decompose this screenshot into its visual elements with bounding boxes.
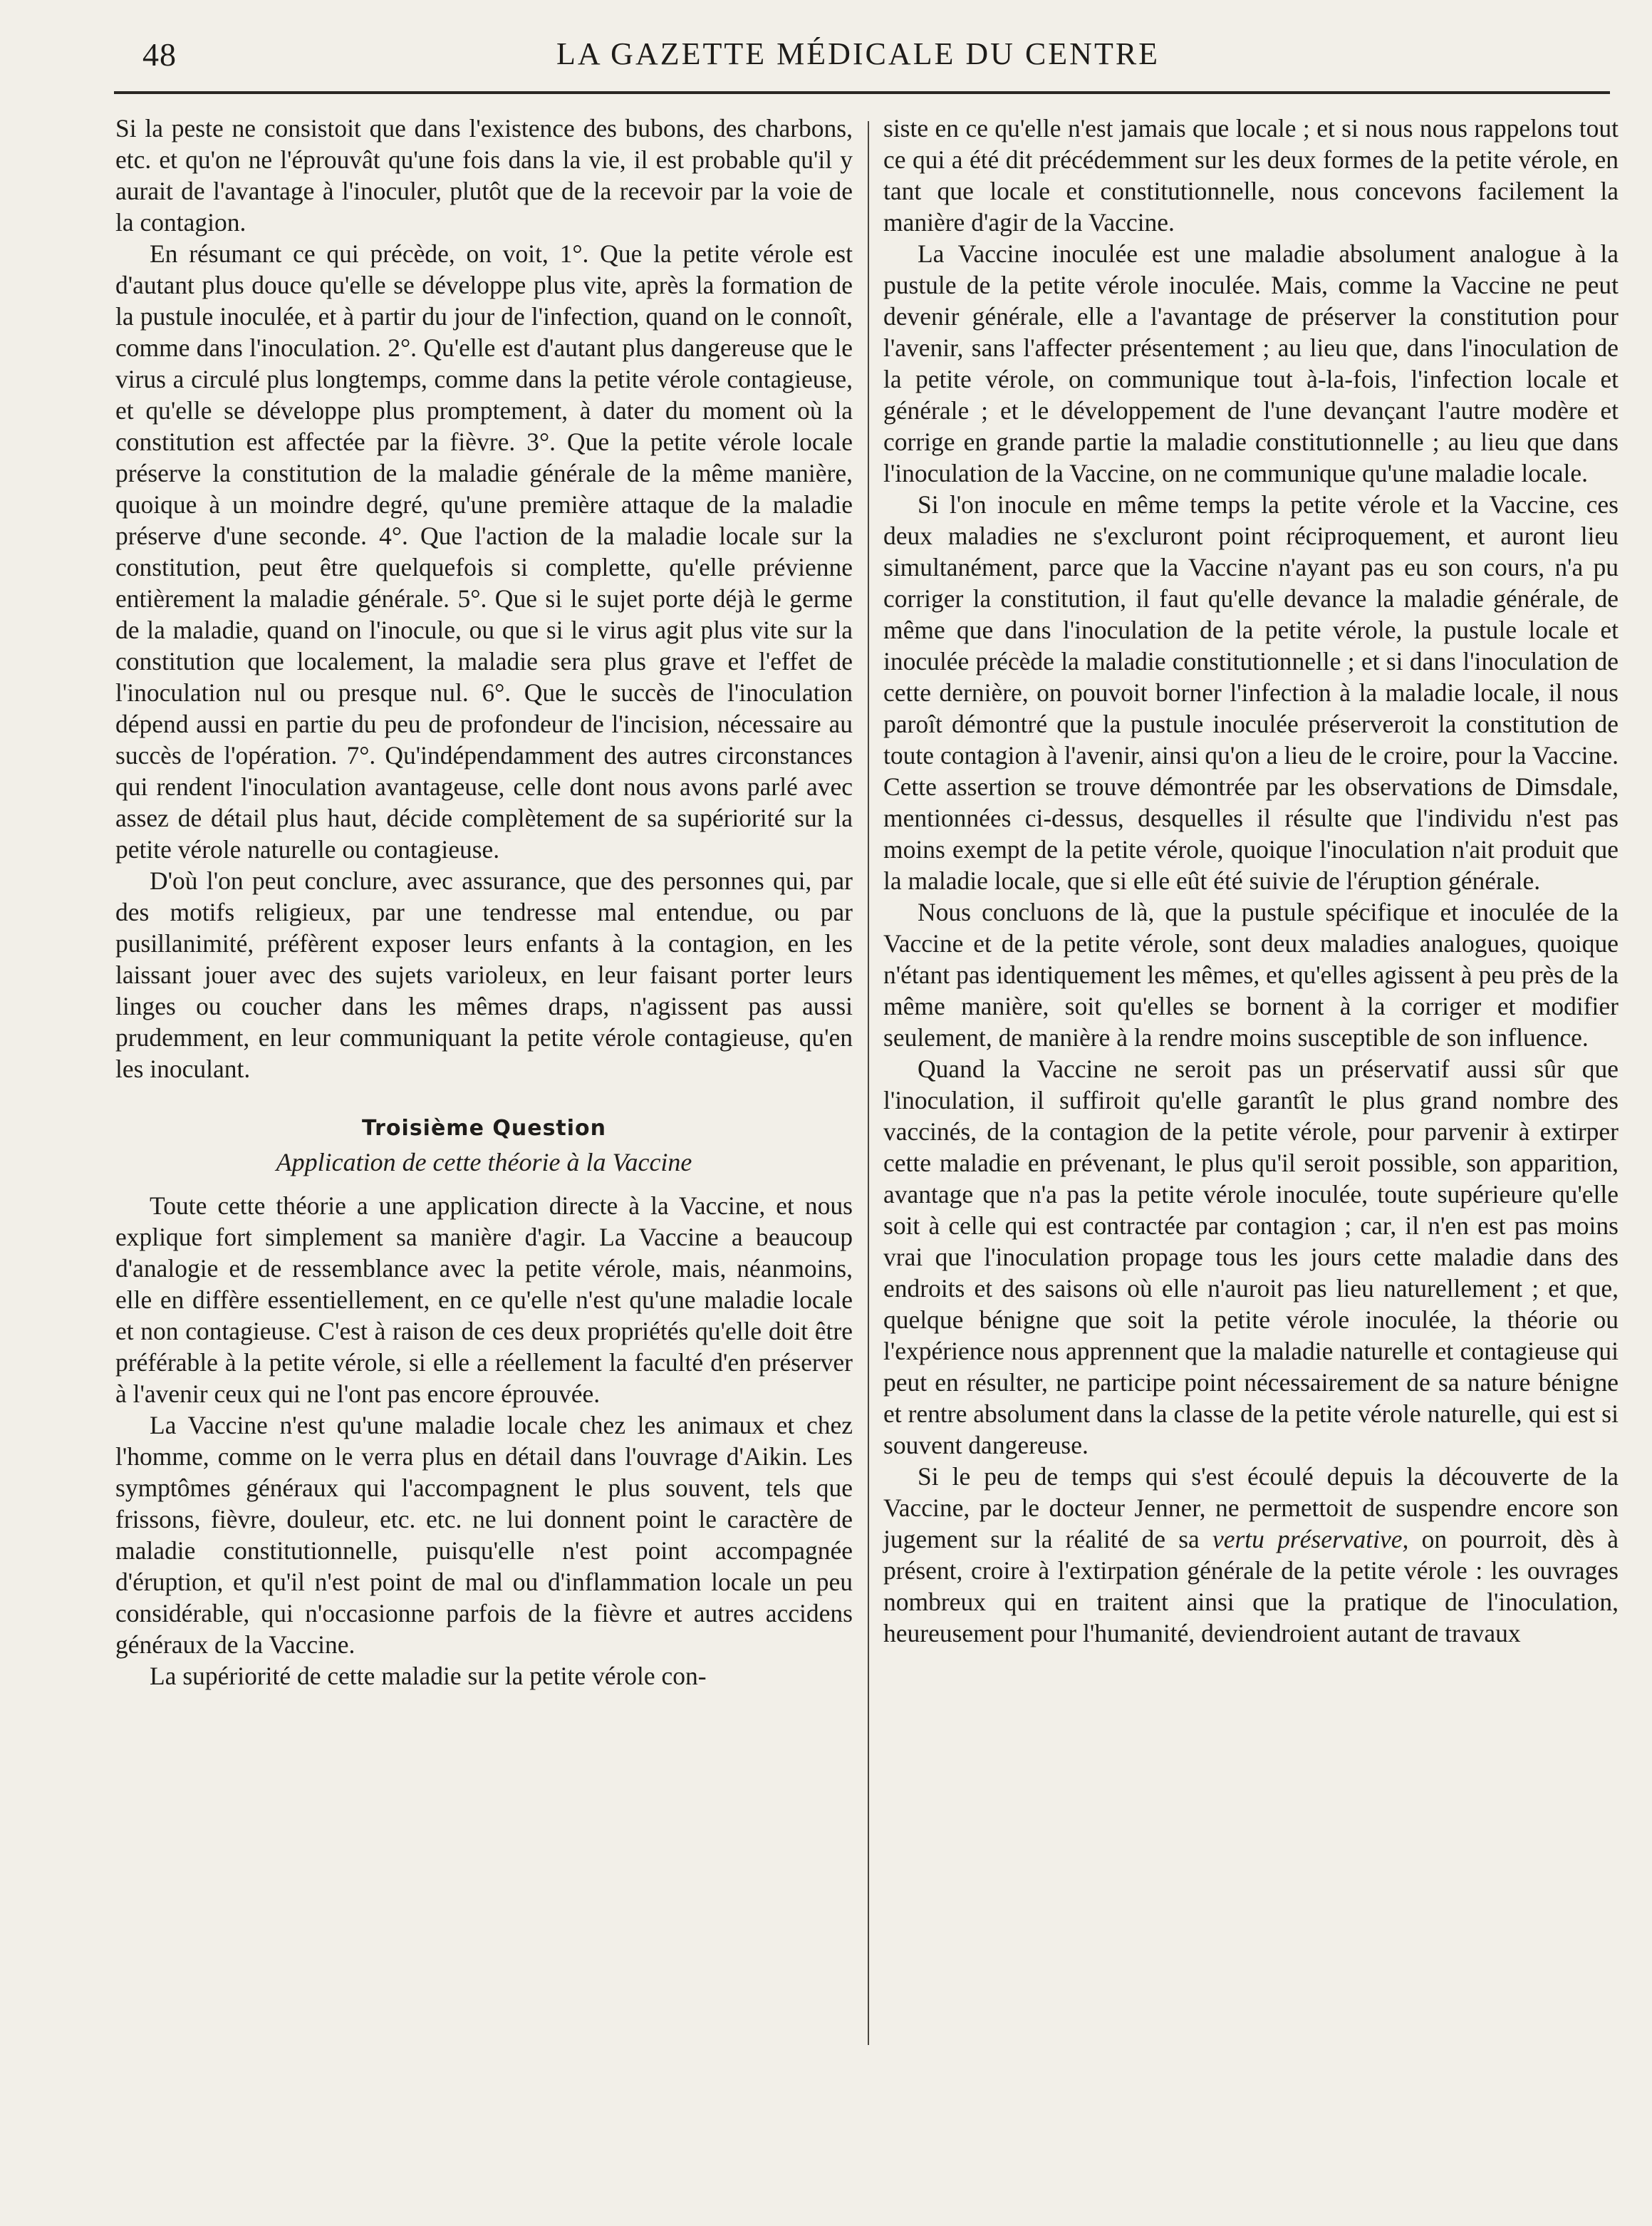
paragraph: Quand la Vaccine ne seroit pas un préservatif aussi sûr que l'inoculation, il suffiroit qu'elle garantît le plus grand nombre des vaccinés, de la contagion de la petite vérole, pour parvenir à extirper cette maladie en prévenant, le plus qu'il seroit possible, son apparition, avantage que n'a pas la petite vérole inoculée, toute supérieure qu'elle soit à celle qui est contractée par contagion ; car, il n'en est pas moins vrai que l'inoculation propage tous les jours cette maladie dans des endroits et des saisons où elle n'auroit pas lieu naturellement ; et que, quelque bénigne que soit la petite vérole inoculée, la théorie ou l'expérience nous apprennent que la maladie naturelle et contagieuse qui peut en résulter, ne participe point nécessairement de sa nature bénigne et rentre absolument dans la classe de la petite vérole naturelle, qui est si souvent dangereuse. <box>883 1055 1619 1459</box>
header-rule <box>114 91 1610 94</box>
paragraph-text: Si le peu de temps qui s'est écoulé depuis la découverte de la Vaccine, par le docteur Jenner, ne permettoit de suspendre encore son jugement sur la réalité de sa <box>883 1462 1619 1553</box>
paragraph: Nous concluons de là, que la pustule spécifique et inoculée de la Vaccine et de la petite vérole, sont deux maladies analogues, quoique n'étant pas identiquement les mêmes, et qu'elles agissent à peu près de la même manière, soit qu'elles se bornent à la corriger et modifier seulement, de manière à la rendre moins susceptible de son influence. <box>883 898 1619 1052</box>
paragraph: Si l'on inocule en même temps la petite vérole et la Vaccine, ces deux maladies ne s'excluront point réciproquement, et auront lieu simultanément, parce que la Vaccine n'ayant pas eu son cours, n'a pu corriger la constitution, il faut qu'elle devance la maladie générale, de même que dans l'inoculation de la petite vérole, la pustule locale et inoculée précède la maladie constitutionnelle ; et si dans l'inoculation de cette dernière, on pouvoit borner l'infection à la maladie locale, il nous paroît démontré que la pustule inoculée préserveroit la constitution de toute contagion à l'avenir, ainsi qu'on a lieu de le croire, pour la Vaccine. Cette assertion se trouve démontrée par les observations de Dimsdale, mentionnées ci-dessus, desquelles il résulte que l'individu n'est pas moins exempt de la petite vérole, quoique l'inoculation n'ait produit que la maladie locale, que si elle eût été suivie de l'éruption générale. <box>883 490 1619 895</box>
paragraph: La supériorité de cette maladie sur la petite vérole con- <box>150 1662 707 1690</box>
running-header <box>114 31 1602 81</box>
paragraph-with-emphasis <box>883 1461 1619 1649</box>
page-number: 48 <box>142 36 177 73</box>
section-subheading: Application de cette théorie à la Vaccine <box>276 1148 692 1176</box>
paragraph: Si la peste ne consistoit que dans l'existence des bubons, des charbons, etc. et qu'on ne l'éprouvât qu'une fois dans la vie, il est probable qu'il y aurait de l'avantage à l'inoculer, plutôt que de la recevoir par la voie de la contagion. <box>115 114 853 237</box>
paragraph: D'où l'on peut conclure, avec assurance, que des personnes qui, par des motifs religieux, par une tendresse mal entendue, ou par pusillanimité, préfèrent exposer leurs enfants à la contagion, en les laissant jouer avec des sujets varioleux, en leur faisant porter leurs linges ou coucher dans les mêmes draps, n'agissent pas aussi prudemment, en leur communiquant la petite vérole contagieuse, qu'en les inoculant. <box>115 866 853 1083</box>
journal-title: LA GAZETTE MÉDICALE DU CENTRE <box>556 36 1160 71</box>
column-divider <box>868 121 869 2045</box>
paragraph: Toute cette théorie a une application directe à la Vaccine, et nous explique fort simplement sa manière d'agir. La Vaccine a beaucoup d'analogie et de ressemblance avec la petite vérole, mais, néanmoins, elle en diffère essentiellement, en ce qu'elle n'est qu'une maladie locale et non contagieuse. C'est à raison de ces deux propriétés qu'elle doit être préférable à la petite vérole, si elle a réellement la faculté d'en préserver à l'avenir ceux qui ne l'ont pas encore éprouvée. <box>115 1191 853 1408</box>
emphasized-term: vertu préservative, <box>1212 1525 1409 1553</box>
section-heading: Troisième Question <box>361 1116 607 1141</box>
paragraph-text: on pourroit, dès à présent, croire à l'extirpation générale de la petite vérole : les ouvrages nombreux qui en traitent ainsi que la pratique de l'inoculation, heureusement pour l'humanité, deviendroient autant de travaux <box>883 1525 1619 1647</box>
paragraph: La Vaccine inoculée est une maladie absolument analogue à la pustule de la petite vérole inoculée. Mais, comme la Vaccine ne peut devenir générale, elle a l'avantage de préserver la constitution pour l'avenir, sans l'affecter présentement ; au lieu que, dans l'inoculation de la petite vérole, on communique tout à-la-fois, l'infection locale et générale ; et le développement de l'une devançant l'autre modère et corrige en grande partie la maladie constitutionnelle ; au lieu que dans l'inoculation de la Vaccine, on ne communique qu'une maladie locale. <box>883 239 1619 487</box>
left-column <box>115 113 853 1692</box>
paragraph: siste en ce qu'elle n'est jamais que locale ; et si nous nous rappelons tout ce qui a été dit précédemment sur les deux formes de la petite vérole, en tant que locale et constitutionnelle, nous concevons facilement la manière d'agir de la Vaccine. <box>883 114 1619 237</box>
paragraph: En résumant ce qui précède, on voit, 1°. Que la petite vérole est d'autant plus douce qu'elle se développe plus vite, après la formation de la pustule inoculée, et à partir du jour de l'infection, quand on le connoît, comme dans l'inoculation. 2°. Qu'elle est d'autant plus dangereuse que le virus a circulé plus longtemps, comme dans la petite vérole contagieuse, et qu'elle se développe plus promptement, à dater du moment où la constitution est affectée par la fièvre. 3°. Que la petite vérole locale préserve la constitution de la maladie générale de la même manière, quoique à un moindre degré, qu'une première attaque de la maladie préserve d'une seconde. 4°. Que l'action de la maladie locale sur la constitution, peut être quelquefois si complette, qu'elle prévienne entièrement la maladie générale. 5°. Que si le sujet porte déjà le germe de la maladie, quand on l'inocule, ou que si le virus agit plus vite sur la constitution que localement, la maladie sera plus grave et l'effet de l'inoculation nul ou presque nul. 6°. Que le succès de l'inoculation dépend aussi en partie du peu de profondeur de l'incision, nécessaire au succès de l'opération. 7°. Qu'indépendamment des autres circonstances qui rendent l'inoculation avantageuse, celle dont nous avons parlé avec assez de détail plus haut, décide complètement de sa supériorité sur la petite vérole naturelle ou contagieuse. <box>115 239 853 864</box>
right-column <box>883 113 1619 1649</box>
paragraph: La Vaccine n'est qu'une maladie locale chez les animaux et chez l'homme, comme on le verra plus en détail dans l'ouvrage d'Aikin. Les symptômes généraux qui l'accompagnent le plus souvent, tels que frissons, fièvre, douleur, etc. etc. ne lui donnent point le caractère de maladie constitutionnelle, puisqu'elle n'est point accompagnée d'éruption, et qu'il n'est point de mal ou d'inflammation locale un peu considérable, qui n'occasionne parfois de la fièvre et autres accidens généraux de la Vaccine. <box>115 1411 853 1659</box>
